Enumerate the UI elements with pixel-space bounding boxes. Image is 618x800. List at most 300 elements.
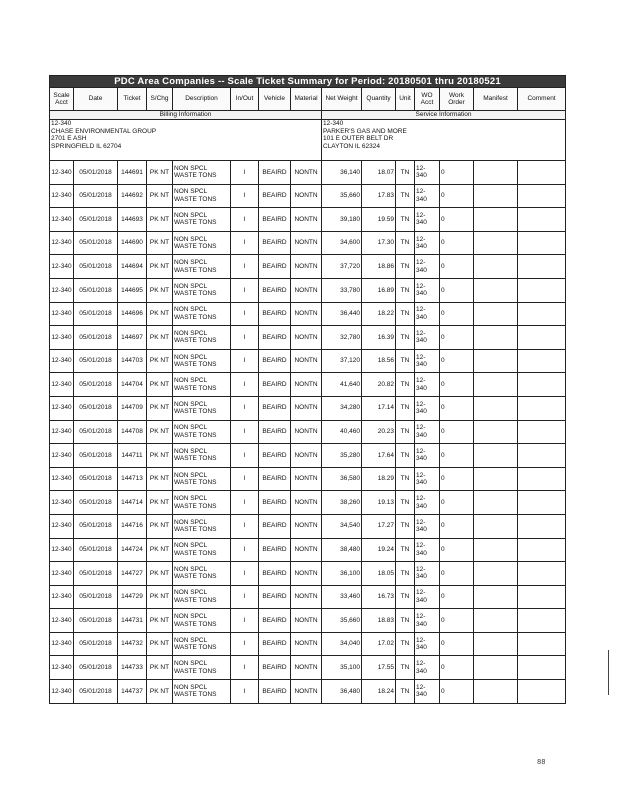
- description-line: WASTE TONS: [174, 384, 217, 392]
- description-cell: [173, 609, 231, 633]
- ticket-cell: 144731: [118, 609, 147, 633]
- description-cell: [173, 538, 231, 562]
- description-cell: [173, 208, 231, 232]
- ticket-cell: 144709: [118, 396, 147, 420]
- wo-acct-line: 12-: [416, 259, 426, 267]
- column-header: Scale Acct: [50, 88, 74, 111]
- table-row: [50, 656, 566, 680]
- acct-cell: 12-340: [50, 349, 74, 373]
- schg-cell: PK NT: [147, 161, 173, 185]
- empty-cell: [474, 632, 518, 656]
- table-row: [50, 420, 566, 444]
- empty-cell: [518, 278, 566, 302]
- date-cell: 05/01/2018: [74, 302, 118, 326]
- empty-cell: [474, 373, 518, 397]
- table-row: [50, 326, 566, 350]
- work-cell: 0: [440, 538, 474, 562]
- description-line: WASTE TONS: [174, 644, 217, 652]
- empty-cell: [474, 562, 518, 586]
- acct-cell: 12-340: [50, 467, 74, 491]
- wo-acct-cell: [415, 538, 440, 562]
- ticket-cell: 144692: [118, 184, 147, 208]
- inout-cell: I: [231, 491, 259, 515]
- date-cell: 05/01/2018: [74, 680, 118, 704]
- net-cell: 36,100: [322, 562, 362, 586]
- table-row: [50, 680, 566, 704]
- empty-cell: [518, 680, 566, 704]
- date-cell: 05/01/2018: [74, 562, 118, 586]
- schg-cell: PK NT: [147, 656, 173, 680]
- description-line: WASTE TONS: [174, 526, 217, 534]
- empty-cell: [518, 656, 566, 680]
- vehicle-cell: BEAIRD: [259, 609, 291, 633]
- empty-cell: [474, 396, 518, 420]
- empty-cell: [518, 514, 566, 538]
- schg-cell: PK NT: [147, 467, 173, 491]
- material-cell: NONTN: [291, 632, 322, 656]
- schg-cell: PK NT: [147, 680, 173, 704]
- description-line: WASTE TONS: [174, 313, 217, 321]
- schg-cell: PK NT: [147, 231, 173, 255]
- table-row: [50, 231, 566, 255]
- date-cell: 05/01/2018: [74, 373, 118, 397]
- wo-acct-line: 12-: [416, 211, 426, 219]
- unit-cell: TN: [396, 396, 415, 420]
- description-line: NON SPCL: [174, 164, 208, 172]
- wo-acct-line: 340: [416, 573, 427, 581]
- unit-cell: TN: [396, 278, 415, 302]
- empty-cell: [474, 514, 518, 538]
- ticket-table: [49, 75, 566, 704]
- vehicle-cell: BEAIRD: [259, 656, 291, 680]
- schg-cell: PK NT: [147, 349, 173, 373]
- column-header: Unit: [396, 88, 415, 111]
- vehicle-cell: BEAIRD: [259, 491, 291, 515]
- inout-cell: I: [231, 514, 259, 538]
- material-cell: NONTN: [291, 609, 322, 633]
- ticket-cell: 144693: [118, 208, 147, 232]
- wo-acct-line: 12-: [416, 235, 426, 243]
- schg-cell: PK NT: [147, 585, 173, 609]
- wo-acct-line: 340: [416, 219, 427, 227]
- ticket-cell: 144703: [118, 349, 147, 373]
- wo-acct-line: 12-: [416, 400, 426, 408]
- date-cell: 05/01/2018: [74, 208, 118, 232]
- description-line: NON SPCL: [174, 518, 208, 526]
- vehicle-cell: BEAIRD: [259, 538, 291, 562]
- service-city: CLAYTON IL 62324: [323, 142, 380, 150]
- net-cell: 34,280: [322, 396, 362, 420]
- description-cell: [173, 680, 231, 704]
- schg-cell: PK NT: [147, 562, 173, 586]
- inout-cell: I: [231, 396, 259, 420]
- description-line: NON SPCL: [174, 495, 208, 503]
- vehicle-cell: BEAIRD: [259, 255, 291, 279]
- acct-cell: 12-340: [50, 184, 74, 208]
- material-cell: NONTN: [291, 349, 322, 373]
- inout-cell: I: [231, 255, 259, 279]
- table-row: [50, 632, 566, 656]
- material-cell: NONTN: [291, 585, 322, 609]
- qty-cell: 17.83: [362, 184, 396, 208]
- net-cell: 38,480: [322, 538, 362, 562]
- empty-cell: [474, 467, 518, 491]
- wo-acct-line: 12-: [416, 683, 426, 691]
- wo-acct-line: 340: [416, 620, 427, 628]
- wo-acct-line: 340: [416, 549, 427, 557]
- acct-cell: 12-340: [50, 585, 74, 609]
- description-cell: [173, 514, 231, 538]
- date-cell: 05/01/2018: [74, 161, 118, 185]
- wo-acct-line: 340: [416, 408, 427, 416]
- wo-acct-cell: [415, 514, 440, 538]
- billing-city: SPRINGFIELD IL 62704: [51, 142, 122, 150]
- wo-acct-line: 12-: [416, 660, 426, 668]
- description-cell: [173, 326, 231, 350]
- work-cell: 0: [440, 632, 474, 656]
- description-line: NON SPCL: [174, 636, 208, 644]
- description-line: WASTE TONS: [174, 596, 217, 604]
- qty-cell: 18.56: [362, 349, 396, 373]
- ticket-cell: 144713: [118, 467, 147, 491]
- inout-cell: I: [231, 680, 259, 704]
- material-cell: NONTN: [291, 656, 322, 680]
- acct-cell: 12-340: [50, 208, 74, 232]
- inout-cell: I: [231, 585, 259, 609]
- work-cell: 0: [440, 278, 474, 302]
- material-cell: NONTN: [291, 302, 322, 326]
- net-cell: 34,540: [322, 514, 362, 538]
- schg-cell: PK NT: [147, 278, 173, 302]
- column-header: Description: [173, 88, 231, 111]
- wo-acct-line: 340: [416, 313, 427, 321]
- empty-cell: [474, 349, 518, 373]
- description-line: WASTE TONS: [174, 361, 217, 369]
- date-cell: 05/01/2018: [74, 491, 118, 515]
- address-row: [50, 120, 566, 161]
- empty-cell: [518, 302, 566, 326]
- wo-acct-cell: [415, 373, 440, 397]
- wo-acct-line: 340: [416, 384, 427, 392]
- table-row: [50, 444, 566, 468]
- title-row: [50, 76, 566, 88]
- wo-acct-cell: [415, 231, 440, 255]
- ticket-cell: 144737: [118, 680, 147, 704]
- empty-cell: [518, 420, 566, 444]
- inout-cell: I: [231, 373, 259, 397]
- schg-cell: PK NT: [147, 255, 173, 279]
- ticket-cell: 144695: [118, 278, 147, 302]
- description-cell: [173, 656, 231, 680]
- wo-acct-line: 12-: [416, 282, 426, 290]
- wo-acct-line: 12-: [416, 164, 426, 172]
- wo-acct-line: 340: [416, 266, 427, 274]
- empty-cell: [474, 444, 518, 468]
- wo-acct-cell: [415, 420, 440, 444]
- wo-acct-cell: [415, 680, 440, 704]
- wo-acct-line: 340: [416, 243, 427, 251]
- work-cell: 0: [440, 396, 474, 420]
- wo-acct-cell: [415, 278, 440, 302]
- material-cell: NONTN: [291, 491, 322, 515]
- empty-cell: [474, 585, 518, 609]
- column-header: Net Weight: [322, 88, 362, 111]
- date-cell: 05/01/2018: [74, 632, 118, 656]
- work-cell: 0: [440, 184, 474, 208]
- vehicle-cell: BEAIRD: [259, 208, 291, 232]
- wo-acct-cell: [415, 255, 440, 279]
- date-cell: 05/01/2018: [74, 467, 118, 491]
- qty-cell: 18.29: [362, 467, 396, 491]
- wo-acct-cell: [415, 326, 440, 350]
- unit-cell: TN: [396, 538, 415, 562]
- table-row: [50, 302, 566, 326]
- inout-cell: I: [231, 632, 259, 656]
- description-line: NON SPCL: [174, 306, 208, 314]
- material-cell: NONTN: [291, 255, 322, 279]
- table-row: [50, 161, 566, 185]
- net-cell: 33,460: [322, 585, 362, 609]
- unit-cell: TN: [396, 514, 415, 538]
- wo-acct-line: 12-: [416, 424, 426, 432]
- billing-street: 2701 E ASH: [51, 135, 87, 143]
- description-cell: [173, 444, 231, 468]
- unit-cell: TN: [396, 656, 415, 680]
- acct-cell: 12-340: [50, 656, 74, 680]
- empty-cell: [518, 609, 566, 633]
- scale-ticket-summary: [49, 75, 565, 704]
- wo-acct-line: 12-: [416, 518, 426, 526]
- description-line: WASTE TONS: [174, 455, 217, 463]
- description-line: WASTE TONS: [174, 172, 217, 180]
- description-line: NON SPCL: [174, 353, 208, 361]
- unit-cell: TN: [396, 231, 415, 255]
- table-row: [50, 585, 566, 609]
- schg-cell: PK NT: [147, 632, 173, 656]
- empty-cell: [474, 420, 518, 444]
- page-mark: 88: [537, 759, 546, 767]
- wo-acct-line: 340: [416, 479, 427, 487]
- description-line: NON SPCL: [174, 259, 208, 267]
- material-cell: NONTN: [291, 326, 322, 350]
- description-line: WASTE TONS: [174, 266, 217, 274]
- acct-cell: 12-340: [50, 491, 74, 515]
- material-cell: NONTN: [291, 444, 322, 468]
- empty-cell: [518, 467, 566, 491]
- description-line: WASTE TONS: [174, 691, 217, 699]
- wo-acct-line: 340: [416, 431, 427, 439]
- description-line: NON SPCL: [174, 377, 208, 385]
- description-line: NON SPCL: [174, 565, 208, 573]
- date-cell: 05/01/2018: [74, 255, 118, 279]
- work-cell: 0: [440, 373, 474, 397]
- description-line: WASTE TONS: [174, 549, 217, 557]
- ticket-cell: 144704: [118, 373, 147, 397]
- report-title: PDC Area Companies -- Scale Ticket Summary for Period: 20180501 thru 20180521: [50, 76, 566, 88]
- net-cell: 37,120: [322, 349, 362, 373]
- qty-cell: 18.07: [362, 161, 396, 185]
- empty-cell: [518, 585, 566, 609]
- schg-cell: PK NT: [147, 420, 173, 444]
- column-header: Material: [291, 88, 322, 111]
- qty-cell: 17.27: [362, 514, 396, 538]
- qty-cell: 17.55: [362, 656, 396, 680]
- ticket-cell: 144724: [118, 538, 147, 562]
- qty-cell: 17.14: [362, 396, 396, 420]
- empty-cell: [518, 444, 566, 468]
- unit-cell: TN: [396, 161, 415, 185]
- qty-cell: 18.05: [362, 562, 396, 586]
- net-cell: 33,780: [322, 278, 362, 302]
- billing-acct: 12-340: [51, 120, 72, 127]
- table-row: [50, 538, 566, 562]
- qty-cell: 20.82: [362, 373, 396, 397]
- qty-cell: 18.86: [362, 255, 396, 279]
- net-cell: 35,280: [322, 444, 362, 468]
- unit-cell: TN: [396, 491, 415, 515]
- acct-cell: 12-340: [50, 444, 74, 468]
- wo-acct-cell: [415, 562, 440, 586]
- vehicle-cell: BEAIRD: [259, 420, 291, 444]
- table-row: [50, 278, 566, 302]
- schg-cell: PK NT: [147, 208, 173, 232]
- material-cell: NONTN: [291, 231, 322, 255]
- unit-cell: TN: [396, 208, 415, 232]
- empty-cell: [518, 538, 566, 562]
- wo-acct-line: 340: [416, 172, 427, 180]
- inout-cell: I: [231, 444, 259, 468]
- work-cell: 0: [440, 161, 474, 185]
- schg-cell: PK NT: [147, 609, 173, 633]
- work-cell: 0: [440, 680, 474, 704]
- vehicle-cell: BEAIRD: [259, 326, 291, 350]
- schg-cell: PK NT: [147, 514, 173, 538]
- unit-cell: TN: [396, 467, 415, 491]
- material-cell: NONTN: [291, 420, 322, 444]
- qty-cell: 19.59: [362, 208, 396, 232]
- description-cell: [173, 302, 231, 326]
- inout-cell: I: [231, 161, 259, 185]
- billing-name: CHASE ENVIRONMENTAL GROUP: [51, 127, 157, 135]
- unit-cell: TN: [396, 680, 415, 704]
- work-cell: 0: [440, 349, 474, 373]
- qty-cell: 19.24: [362, 538, 396, 562]
- inout-cell: I: [231, 349, 259, 373]
- empty-cell: [474, 680, 518, 704]
- acct-cell: 12-340: [50, 562, 74, 586]
- description-cell: [173, 373, 231, 397]
- vehicle-cell: BEAIRD: [259, 278, 291, 302]
- qty-cell: 16.73: [362, 585, 396, 609]
- date-cell: 05/01/2018: [74, 184, 118, 208]
- scan-edge-mark: [608, 650, 609, 695]
- wo-acct-cell: [415, 585, 440, 609]
- wo-acct-line: 340: [416, 195, 427, 203]
- description-cell: [173, 467, 231, 491]
- column-header: Quantity: [362, 88, 396, 111]
- work-cell: 0: [440, 467, 474, 491]
- unit-cell: TN: [396, 326, 415, 350]
- unit-cell: TN: [396, 632, 415, 656]
- work-cell: 0: [440, 585, 474, 609]
- ticket-cell: 144696: [118, 302, 147, 326]
- empty-cell: [518, 396, 566, 420]
- qty-cell: 18.22: [362, 302, 396, 326]
- column-header: S/Chg: [147, 88, 173, 111]
- wo-acct-line: 340: [416, 526, 427, 534]
- work-cell: 0: [440, 444, 474, 468]
- unit-cell: TN: [396, 444, 415, 468]
- empty-cell: [474, 609, 518, 633]
- net-cell: 40,460: [322, 420, 362, 444]
- schg-cell: PK NT: [147, 396, 173, 420]
- table-row: [50, 467, 566, 491]
- inout-cell: I: [231, 302, 259, 326]
- description-line: NON SPCL: [174, 211, 208, 219]
- wo-acct-line: 340: [416, 455, 427, 463]
- wo-acct-line: 12-: [416, 636, 426, 644]
- net-cell: 38,260: [322, 491, 362, 515]
- date-cell: 05/01/2018: [74, 585, 118, 609]
- wo-acct-cell: [415, 444, 440, 468]
- description-cell: [173, 420, 231, 444]
- wo-acct-line: 12-: [416, 613, 426, 621]
- date-cell: 05/01/2018: [74, 656, 118, 680]
- acct-cell: 12-340: [50, 632, 74, 656]
- column-header: WO Acct: [415, 88, 440, 111]
- schg-cell: PK NT: [147, 373, 173, 397]
- wo-acct-cell: [415, 632, 440, 656]
- description-line: WASTE TONS: [174, 620, 217, 628]
- date-cell: 05/01/2018: [74, 396, 118, 420]
- work-cell: 0: [440, 609, 474, 633]
- qty-cell: 19.13: [362, 491, 396, 515]
- net-cell: 35,100: [322, 656, 362, 680]
- inout-cell: I: [231, 656, 259, 680]
- wo-acct-line: 12-: [416, 471, 426, 479]
- description-cell: [173, 231, 231, 255]
- empty-cell: [518, 632, 566, 656]
- unit-cell: TN: [396, 585, 415, 609]
- description-line: WASTE TONS: [174, 479, 217, 487]
- unit-cell: TN: [396, 562, 415, 586]
- empty-cell: [518, 184, 566, 208]
- column-header: Date: [74, 88, 118, 111]
- empty-cell: [518, 208, 566, 232]
- ticket-cell: 144716: [118, 514, 147, 538]
- vehicle-cell: BEAIRD: [259, 585, 291, 609]
- schg-cell: PK NT: [147, 302, 173, 326]
- wo-acct-line: 12-: [416, 542, 426, 550]
- vehicle-cell: BEAIRD: [259, 444, 291, 468]
- empty-cell: [518, 326, 566, 350]
- wo-acct-cell: [415, 491, 440, 515]
- inout-cell: I: [231, 184, 259, 208]
- table-row: [50, 514, 566, 538]
- schg-cell: PK NT: [147, 184, 173, 208]
- description-line: NON SPCL: [174, 424, 208, 432]
- description-line: WASTE TONS: [174, 290, 217, 298]
- material-cell: NONTN: [291, 278, 322, 302]
- acct-cell: 12-340: [50, 302, 74, 326]
- service-acct: 12-340: [323, 120, 344, 127]
- description-line: NON SPCL: [174, 542, 208, 550]
- vehicle-cell: BEAIRD: [259, 231, 291, 255]
- ticket-cell: 144714: [118, 491, 147, 515]
- net-cell: 35,660: [322, 184, 362, 208]
- service-name: PARKER'S GAS AND MORE: [323, 127, 407, 135]
- unit-cell: TN: [396, 609, 415, 633]
